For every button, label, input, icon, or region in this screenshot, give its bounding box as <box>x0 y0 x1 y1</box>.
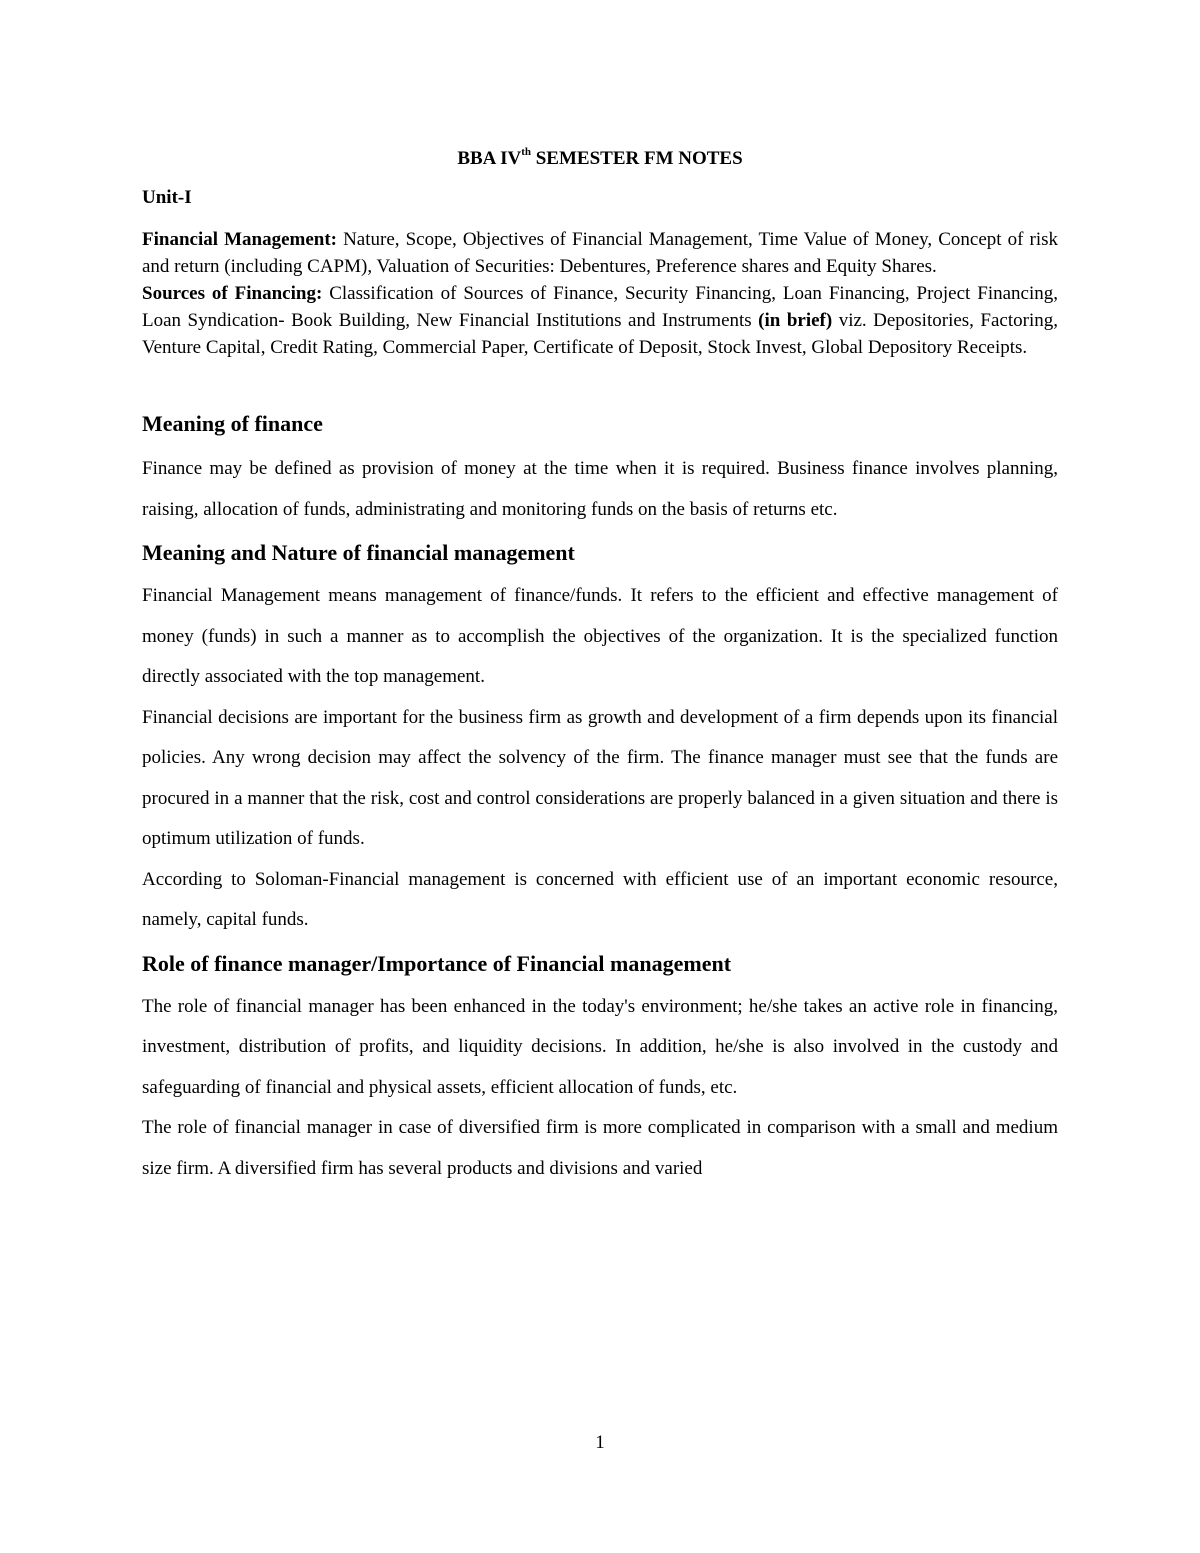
page-content <box>142 140 1058 1189</box>
page-number: 1 <box>595 1432 605 1453</box>
syllabus-sources-of-financing <box>142 280 1058 361</box>
paragraph-role-1: The role of financial manager has been enhanced in the today's environment; he/she takes an active role in financing, investment, distribution of profits, and liquidity decisions. In addition, he/she is also involved in the custody and safeguarding of financial and physical assets, efficient allocation of funds, etc. <box>142 995 1058 1098</box>
paragraph-nature-2: Financial decisions are important for the business firm as growth and development of a firm depends upon its financial policies. Any wrong decision may affect the solvency of the firm. The finance manager must see that the funds are procured in a manner that the risk, cost and control considerations are properly balanced in a given situation and there is optimum utilization of funds. <box>142 706 1058 849</box>
heading-meaning-of-finance: Meaning of finance <box>142 411 323 436</box>
paragraph-nature-1: Financial Management means management of finance/funds. It refers to the efficient and effective management of money (funds) in such a manner as to accomplish the objectives of the organization. It is the specialized function directly associated with the top management. <box>142 585 1058 687</box>
syllabus-fm-text: Nature, Scope, Objectives of Financial Management, Time Value of Money, Concept of risk and return (including CAPM), Valuation of Securities: Debentures, Preference shares and Equity Shares. <box>142 229 1058 277</box>
syllabus-sources-text-1: Classification of Sources of Finance, Security Financing, Loan Financing, Project Financing, Loan Syndication- Book Building, New Financial Institutions and Instruments <box>142 283 1058 331</box>
syllabus-in-brief: (in brief) <box>758 310 833 331</box>
syllabus-block <box>142 226 1058 361</box>
syllabus-fm-label: Financial Management: <box>142 229 337 250</box>
heading-role-of-finance-manager: Role of finance manager/Importance of Financial management <box>142 950 732 976</box>
syllabus-sources-label: Sources of Financing: <box>142 283 323 304</box>
syllabus-sources-text-2: viz. Depositories, Factoring, Venture Capital, Credit Rating, Commercial Paper, Certificate of Deposit, Stock Invest, Global Depository Receipts. <box>142 310 1058 358</box>
title-superscript: th <box>521 146 531 158</box>
document-title <box>142 140 1058 178</box>
title-prefix: BBA IV <box>457 148 522 169</box>
paragraph-nature-3: According to Soloman-Financial management is concerned with efficient use of an important economic resource, namely, capital funds. <box>142 868 1058 930</box>
title-suffix: SEMESTER FM NOTES <box>530 148 743 169</box>
unit-label: Unit-I <box>142 187 192 208</box>
syllabus-financial-management <box>142 226 1058 280</box>
heading-meaning-and-nature: Meaning and Nature of financial management <box>142 540 575 565</box>
paragraph-meaning-of-finance: Finance may be defined as provision of money at the time when it is required. Business finance involves planning, raising, allocation of funds, administrating and monitoring funds on the basis of returns etc. <box>142 458 1058 520</box>
paragraph-role-2: The role of financial manager in case of diversified firm is more complicated in comparison with a small and medium size firm. A diversified firm has several products and divisions and varied <box>142 1117 1058 1179</box>
